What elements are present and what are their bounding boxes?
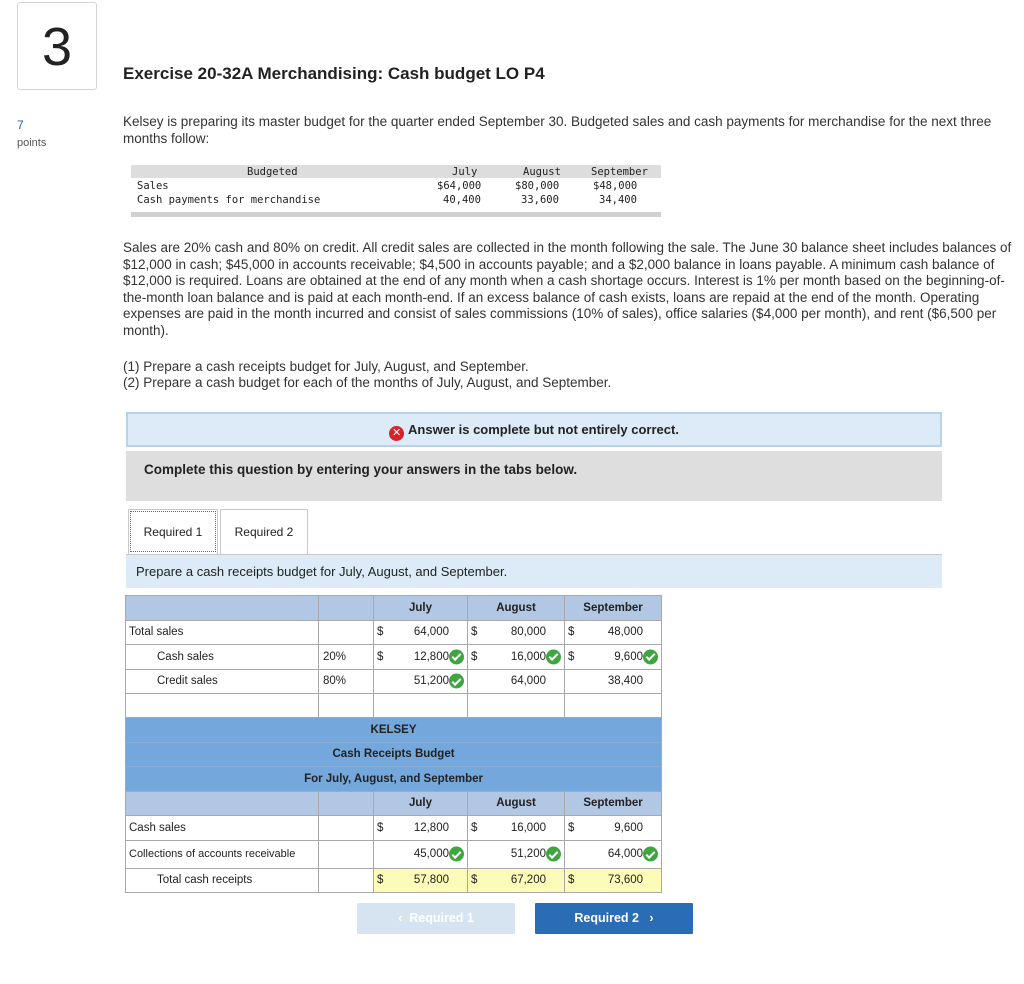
instruction-bar: Complete this question by entering your answers in the tabs below. [126, 451, 942, 501]
cash-sales-pct-input[interactable]: 20% [319, 645, 374, 670]
points-value: 7 [17, 118, 24, 132]
collections-september-input[interactable]: 64,000 [565, 840, 662, 868]
budget-title-row [126, 767, 662, 792]
receipts-cash-sales-august-input[interactable]: $ 16,000 [468, 816, 565, 841]
answer-status-banner [126, 412, 942, 447]
question-number: 3 [17, 2, 97, 90]
header-august: August [468, 791, 565, 816]
table-header-row [126, 596, 662, 621]
sales-split-table [125, 595, 662, 719]
budget-title-row [126, 718, 662, 743]
budget-row-value: 33,600 [521, 194, 559, 206]
total-sales-july: $ 64,000 [374, 620, 468, 645]
collections-august-input[interactable]: 51,200 [468, 840, 565, 868]
receipts-cash-sales-july-input[interactable]: $ 12,800 [374, 816, 468, 841]
table-row [126, 620, 662, 645]
prev-required-button[interactable]: ‹ Required 1 [357, 903, 515, 934]
requirement-2-text: (2) Prepare a cash budget for each of the months of July, August, and September. [123, 375, 612, 390]
tab-prompt: Prepare a cash receipts budget for July, August, and September. [126, 555, 942, 588]
error-icon: ✕ [389, 426, 404, 441]
chevron-left-icon: ‹ [398, 911, 403, 925]
empty-cell [319, 868, 374, 893]
table-row [126, 694, 662, 719]
credit-sales-september-input[interactable]: 38,400 [565, 669, 662, 694]
chevron-right-icon: › [649, 911, 654, 925]
receipts-cash-sales-september-input[interactable]: $ 9,600 [565, 816, 662, 841]
table-row [126, 669, 662, 694]
budget-row-label: Cash payments for merchandise [137, 194, 321, 206]
requirement-1-text: (1) Prepare a cash receipts budget for July, August, and September. [123, 359, 529, 374]
credit-sales-august-input[interactable]: 64,000 [468, 669, 565, 694]
correct-check-icon [449, 847, 464, 862]
points-label: points [17, 137, 47, 149]
budget-row-value: $64,000 [437, 180, 482, 192]
receipts-cash-sales-label: Cash sales [126, 816, 319, 841]
tab-required-2[interactable]: Required 2 [220, 509, 308, 554]
budget-footer-bar [131, 212, 661, 217]
table-row [126, 816, 662, 841]
header-blank [319, 596, 374, 621]
budget-period: For July, August, and September [126, 767, 662, 792]
header-blank [319, 791, 374, 816]
budget-header-bar [131, 165, 661, 178]
tab-required-1[interactable]: Required 1 [128, 509, 218, 554]
cash-sales-july-input[interactable]: $ 12,800 [374, 645, 468, 670]
correct-check-icon [449, 649, 464, 664]
credit-sales-pct-input[interactable]: 80% [319, 669, 374, 694]
intro-text: Kelsey is preparing its master budget for the quarter ended September 30. Budgeted sales and cash payments for merchandise for the next three months follow: [123, 114, 992, 146]
correct-check-icon [643, 649, 658, 664]
total-receipts-july: $ 57,800 [374, 868, 468, 893]
total-receipts-september: $ 73,600 [565, 868, 662, 893]
header-blank [126, 596, 319, 621]
answer-status-text: Answer is complete but not entirely correct. [408, 422, 679, 437]
next-required-button[interactable]: Required 2 › [535, 903, 693, 934]
table-row [126, 868, 662, 893]
empty-cell [319, 840, 374, 868]
correct-check-icon [449, 674, 464, 689]
total-sales-label: Total sales [126, 620, 319, 645]
empty-cell [374, 694, 468, 719]
cash-sales-label: Cash sales [126, 645, 319, 670]
budget-row-value: $80,000 [515, 180, 560, 192]
budget-row-value: 34,400 [599, 194, 637, 206]
budget-title-row [126, 742, 662, 767]
credit-sales-label: Credit sales [126, 669, 319, 694]
header-august: August [468, 596, 565, 621]
empty-cell [565, 694, 662, 719]
cash-sales-august-input[interactable]: $ 16,000 [468, 645, 565, 670]
budget-row-value: $48,000 [593, 180, 638, 192]
budget-title: Cash Receipts Budget [126, 742, 662, 767]
collections-july-input[interactable]: 45,000 [374, 840, 468, 868]
cash-sales-september-input[interactable]: $ 9,600 [565, 645, 662, 670]
problem-body-text: Sales are 20% cash and 80% on credit. All credit sales are collected in the month following the sale. The June 30 balance sheet includes balances of $12,000 in cash; $45,000 in accounts receivable; $4,500 in accounts payable; and a $2,000 balance in loans payable. A minimum cash balance of $12,000 is required. Loans are obtained at the end of any month when a cash shortage occurs. Interest is 1% per month based on the beginning-of-the-month loan balance and is paid at each month-end. If an excess balance of cash exists, loans are repaid at the end of the month. Operating expenses are paid in the month incurred and consist of sales commissions (10% of sales), office salaries ($4,000 per month), and rent ($6,500 per month). [123, 240, 1012, 338]
header-blank [126, 791, 319, 816]
company-name: KELSEY [126, 718, 662, 743]
correct-check-icon [546, 847, 561, 862]
header-july: July [374, 791, 468, 816]
budget-month-september: September [591, 166, 648, 178]
header-july: July [374, 596, 468, 621]
exercise-title: Exercise 20-32A Merchandising: Cash budget LO P4 [123, 64, 545, 83]
pct-cell [319, 620, 374, 645]
empty-cell [319, 694, 374, 719]
budget-row-value: 40,400 [443, 194, 481, 206]
total-receipts-august: $ 67,200 [468, 868, 565, 893]
credit-sales-july-input[interactable]: 51,200 [374, 669, 468, 694]
header-september: September [565, 596, 662, 621]
total-sales-september: $ 48,000 [565, 620, 662, 645]
table-row [126, 645, 662, 670]
empty-cell [319, 816, 374, 841]
header-september: September [565, 791, 662, 816]
table-row [126, 840, 662, 868]
budget-header-label: Budgeted [247, 166, 298, 178]
table-header-row [126, 791, 662, 816]
collections-label: Collections of accounts receivable [126, 840, 319, 868]
total-sales-august: $ 80,000 [468, 620, 565, 645]
total-receipts-label: Total cash receipts [126, 868, 319, 893]
budget-month-august: August [523, 166, 561, 178]
budget-month-july: July [452, 166, 478, 178]
correct-check-icon [643, 847, 658, 862]
budget-row-label: Sales [137, 180, 169, 192]
correct-check-icon [546, 649, 561, 664]
cash-receipts-budget-table [125, 717, 662, 893]
empty-cell [126, 694, 319, 719]
empty-cell [468, 694, 565, 719]
